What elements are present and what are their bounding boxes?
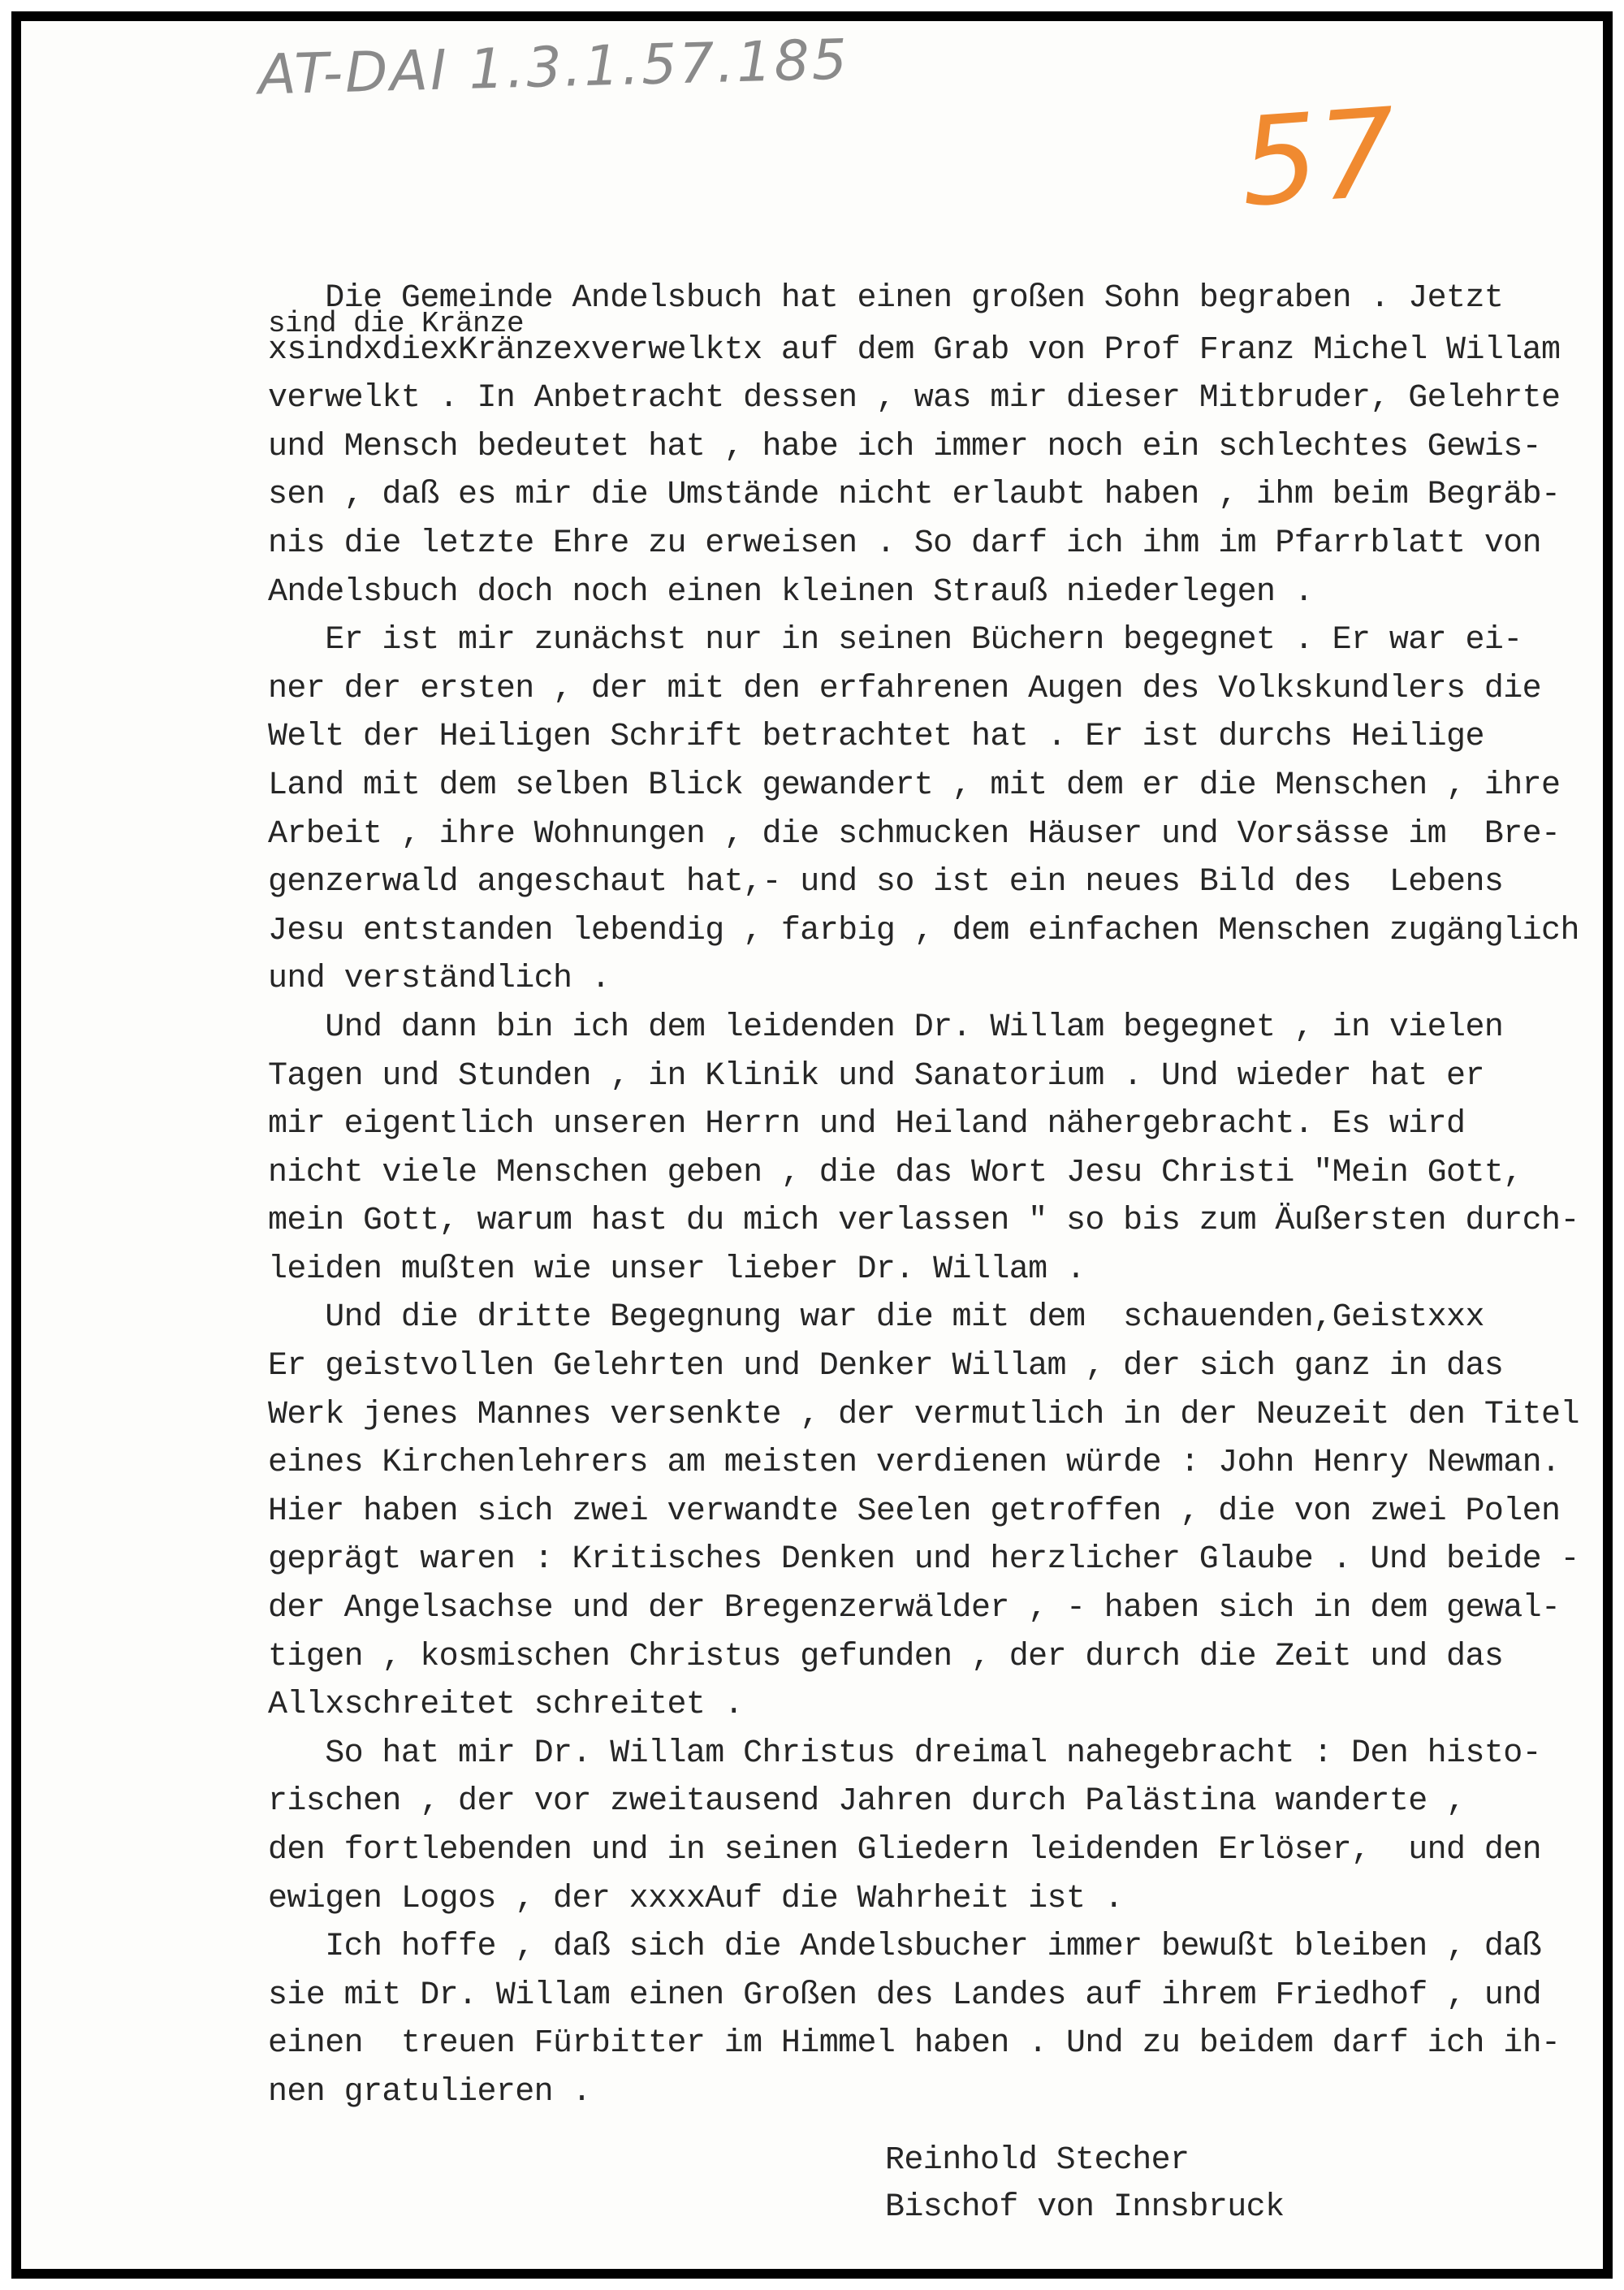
text-line: Tagen und Stunden , in Klinik und Sanatorium . Und wieder hat er [268,1057,1484,1095]
text-line: mein Gott, warum hast du mich verlassen " so bis zum Äußersten durch- [268,1203,1579,1240]
text-line: verwelkt . In Anbetracht dessen , was mir dieser Mitbruder, Gelehrte [268,380,1561,417]
text-line: nis die letzte Ehre zu erweisen . So darf ich ihm im Pfarrblatt von [268,525,1542,562]
text-line: nen gratulieren . [268,2073,591,2111]
text-line: Und dann bin ich dem leidenden Dr. Willam begegnet , in vielen [268,1009,1504,1046]
signature-name: Reinhold Stecher [885,2142,1190,2179]
text-line: Ich hoffe , daß sich die Andelsbucher immer bewußt bleiben , daß [268,1929,1542,1966]
text-line: Welt der Heiligen Schrift betrachtet hat . Er ist durchs Heilige [268,719,1484,756]
text-line: tigen , kosmischen Christus gefunden , der durch die Zeit und das [268,1638,1504,1675]
signature-block [885,2137,1284,2232]
text-line: Allxschreitet schreitet . [268,1687,744,1724]
text-line: Er ist mir zunächst nur in seinen Büchern begegnet . Er war ei- [268,622,1522,659]
text-line: Land mit dem selben Blick gewandert , mit dem er die Menschen , ihre [268,767,1561,804]
text-line: genzerwald angeschaut hat,- und so ist ein neues Bild des Lebens [268,864,1504,901]
text-line: rischen , der vor zweitausend Jahren durch Palästina wanderte , [268,1783,1466,1821]
text-line: Er geistvollen Gelehrten und Denker Willam , der sich ganz in das [268,1348,1504,1385]
text-line: geprägt waren : Kritisches Denken und herzlicher Glaube . Und beide - [268,1541,1579,1579]
text-line: Die Gemeinde Andelsbuch hat einen großen Sohn begraben . Jetzt [268,280,1504,317]
text-line: mir eigentlich unseren Herrn und Heiland nähergebracht. Es wird [268,1106,1466,1143]
text-line: xsindxdiexKränzexverwelktx auf dem Grab von Prof Franz Michel Willam [268,331,1561,369]
text-line: Und die dritte Begegnung war die mit dem schauenden,Geistxxx [268,1299,1484,1337]
text-line: Jesu entstanden lebendig , farbig , dem einfachen Menschen zugänglich [268,912,1579,949]
text-line: ner der ersten , der mit den erfahrenen Augen des Volkskundlers die [268,670,1542,707]
text-line: sen , daß es mir die Umstände nicht erlaubt haben , ihm beim Begräb- [268,477,1561,514]
signature-title: Bischof von Innsbruck [885,2189,1285,2226]
insertion-note: sind die Kränze [268,307,525,340]
text-line: einen treuen Fürbitter im Himmel haben . Und zu beidem darf ich ih- [268,2025,1561,2063]
archive-id: AT-DAI 1.3.1.57.185 [257,28,850,108]
text-line: leiden mußten wie unser lieber Dr. Willam . [268,1251,1086,1288]
text-line: der Angelsachse und der Bregenzerwälder , - haben sich in dem gewal- [268,1590,1561,1627]
text-line: und verständlich . [268,961,611,998]
text-line: So hat mir Dr. Willam Christus dreimal nahegebracht : Den histo- [268,1735,1542,1772]
letter-body [268,274,1600,2117]
text-line: sie mit Dr. Willam einen Großen des Landes auf ihrem Friedhof , und [268,1977,1542,2014]
text-line: und Mensch bedeutet hat , habe ich immer noch ein schlechtes Gewis- [268,428,1542,465]
page-number: 57 [1236,82,1401,235]
text-line: nicht viele Menschen geben , die das Wort Jesu Christi "Mein Gott, [268,1154,1522,1191]
text-line: Werk jenes Mannes versenkte , der vermutlich in der Neuzeit den Titel [268,1396,1579,1433]
text-line: Hier haben sich zwei verwandte Seelen getroffen , die von zwei Polen [268,1493,1561,1530]
text-line: Arbeit , ihre Wohnungen , die schmucken Häuser und Vorsässe im Bre- [268,815,1561,853]
text-line: Andelsbuch doch noch einen kleinen Strauß niederlegen . [268,573,1314,611]
text-line: den fortlebenden und in seinen Gliedern leidenden Erlöser, und den [268,1832,1542,1869]
text-line: ewigen Logos , der xxxxAuf die Wahrheit ist . [268,1880,1124,1917]
text-line: eines Kirchenlehrers am meisten verdienen würde : John Henry Newman. [268,1445,1561,1482]
